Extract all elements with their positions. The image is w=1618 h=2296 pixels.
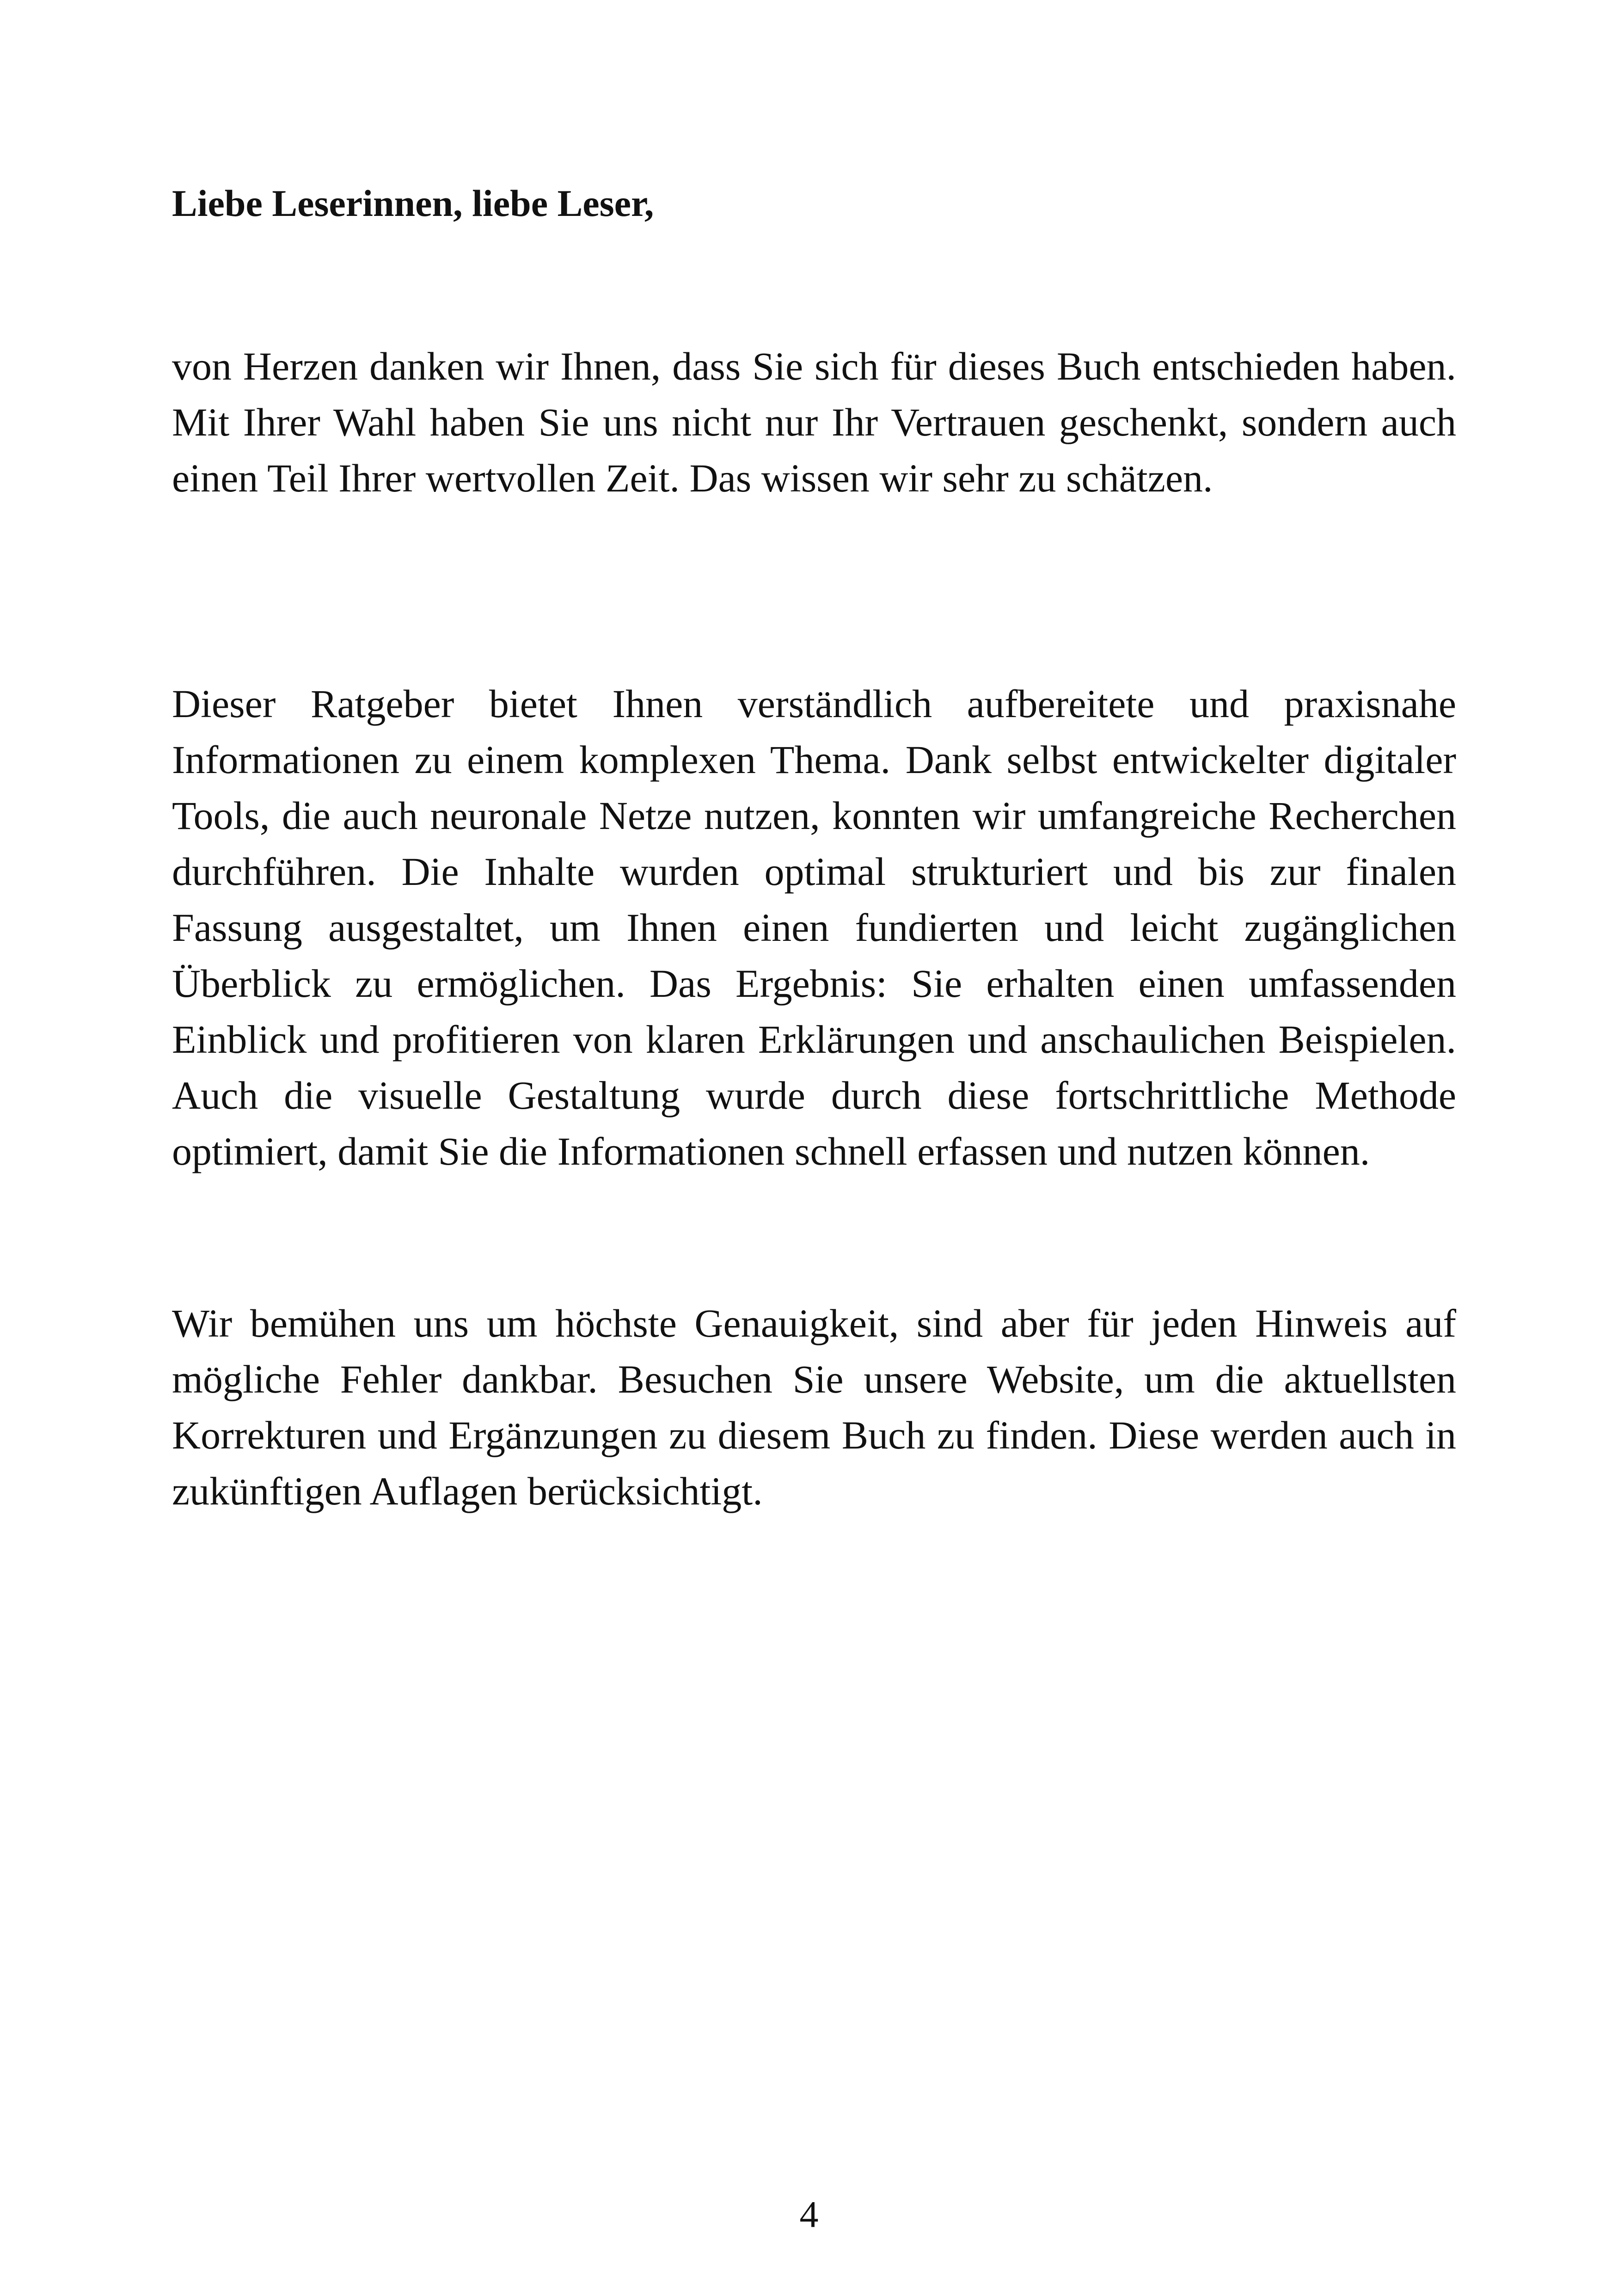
greeting-heading: Liebe Leserinnen, liebe Leser,	[172, 182, 654, 224]
paragraph-corrections-notice: Wir bemühen uns um höchste Genauigkeit, sind aber für jeden Hinweis auf mögliche Fehler dankbar. Besuchen Sie unsere Website, um die aktuellsten Korrekturen und Ergänzungen zu diesem Buch zu finden. Diese werden auch in zukünftigen Auflagen berücksichtigt.	[172, 1301, 1456, 1513]
paragraph-guide-description: Dieser Ratgeber bietet Ihnen verständlich aufbereitete und praxisnahe Informationen zu einem komplexen Thema. Dank selbst entwickelter digitaler Tools, die auch neuronale Netze nutzen, konnten wir umfangreiche Recherchen durchführen. Die Inhalte wurden optimal strukturiert und bis zur finalen Fassung ausgestaltet, um Ihnen einen fundierten und leicht zugänglichen Überblick zu ermöglichen. Das Ergebnis: Sie erhalten einen umfassenden Einblick und profitieren von klaren Erklärungen und anschaulichen Beispielen. Auch die visuelle Gestaltung wurde durch diese fortschrittliche Methode optimiert, damit Sie die Informationen schnell erfassen und nutzen können.	[172, 681, 1456, 1173]
page-number: 4	[799, 2193, 819, 2235]
paragraph-thanks: von Herzen danken wir Ihnen, dass Sie sich für dieses Buch entschieden haben. Mit Ihrer Wahl haben Sie uns nicht nur Ihr Vertrauen geschenkt, sondern auch einen Teil Ihrer wertvollen Zeit. Das wissen wir sehr zu schätzen.	[172, 344, 1456, 500]
